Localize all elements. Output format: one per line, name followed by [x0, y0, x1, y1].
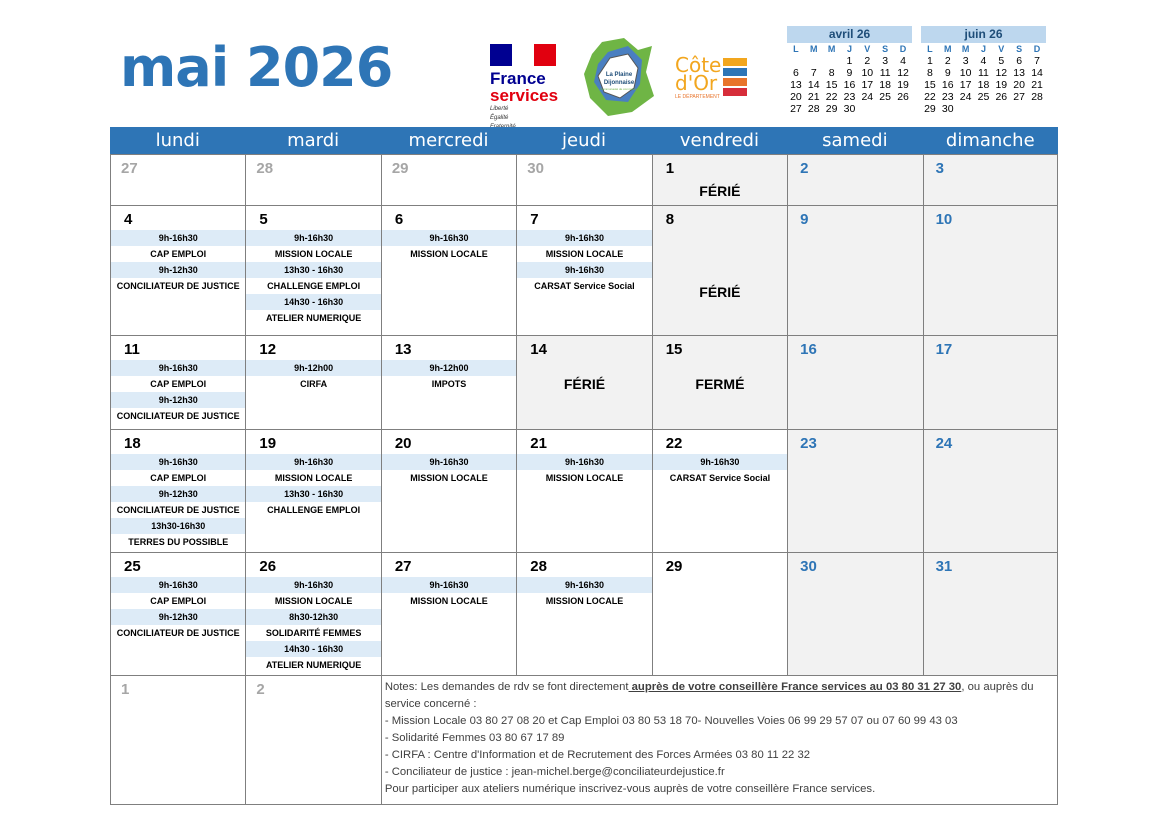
event-title: CONCILIATEUR DE JUSTICE — [116, 505, 240, 515]
closed-label: FÉRIÉ — [699, 183, 741, 199]
day-cell[interactable] — [381, 155, 516, 205]
day-number: 1 — [665, 160, 675, 177]
day-cell[interactable] — [787, 553, 922, 675]
closed-label: FERMÉ — [695, 376, 745, 392]
calendar-weeks — [110, 154, 1058, 675]
day-cell[interactable] — [110, 155, 245, 205]
mini-calendar-title: avril 26 — [787, 26, 912, 43]
notes-line: - Conciliateur de justice : jean-michel.berge@conciliateurdejustice.fr — [384, 766, 725, 778]
event-title: CAP EMPLOI — [150, 249, 207, 259]
event-title: CARSAT Service Social — [669, 473, 771, 483]
calendar-week — [110, 552, 1058, 675]
event-time: 9h-12h00 — [382, 360, 516, 376]
day-cell[interactable] — [516, 155, 651, 205]
day-number: 9 — [800, 211, 809, 228]
day-number: 30 — [527, 160, 544, 177]
day-number: 2 — [800, 160, 809, 177]
day-cell[interactable] — [110, 206, 245, 335]
day-cell[interactable] — [245, 553, 380, 675]
event-time: 9h-16h30 — [246, 230, 380, 246]
day-cell[interactable] — [516, 206, 651, 335]
logo-text: services — [490, 86, 559, 105]
day-number: 24 — [935, 435, 953, 452]
event-time: 9h-16h30 — [111, 577, 245, 593]
day-number: 11 — [124, 341, 140, 358]
day-cell[interactable] — [652, 553, 787, 675]
day-number: 17 — [935, 341, 953, 358]
event-time: 13h30 - 16h30 — [246, 262, 380, 278]
calendar-week — [110, 154, 1058, 205]
day-cell[interactable] — [381, 553, 516, 675]
event-title: MISSION LOCALE — [545, 596, 624, 606]
day-cell[interactable] — [110, 430, 245, 552]
svg-text:Dijonnaise: Dijonnaise — [603, 80, 635, 86]
day-cell[interactable] — [923, 336, 1058, 429]
weekday-label: mercredi — [408, 130, 489, 151]
event-time: 13h30-16h30 — [111, 518, 245, 534]
mini-calendar-grid: L M M J V S D 1 2 3 4 5 6 7 8 9 10 11 12 13 14 15 16 17 18 19 20 21 22 23 24 25 26 27 28 29 30 — [924, 44, 1043, 115]
day-number: 12 — [259, 341, 277, 358]
event-time: 8h30-12h30 — [246, 609, 380, 625]
event-title: TERRES DU POSSIBLE — [128, 537, 229, 547]
day-number: 16 — [800, 341, 817, 358]
day-number: 10 — [935, 211, 953, 228]
day-number: 19 — [259, 435, 277, 452]
day-number: 8 — [665, 211, 675, 228]
day-number: 18 — [124, 435, 141, 452]
logo-text: LE DÉPARTEMENT — [675, 94, 720, 100]
weekday-header — [110, 127, 1058, 154]
event-title: CARSAT Service Social — [534, 281, 635, 291]
event-time: 9h-16h30 — [111, 454, 245, 470]
day-cell[interactable] — [923, 553, 1058, 675]
logo-text: Côte d'Or — [675, 53, 722, 95]
day-number: 27 — [121, 160, 138, 177]
event-title: CONCILIATEUR DE JUSTICE — [116, 411, 240, 421]
notes-line: - CIRFA : Centre d'Information et de Recrutement des Forces Armées 03 80 11 22 32 — [384, 749, 811, 761]
event-time: 9h-12h30 — [111, 609, 245, 625]
notes — [381, 676, 1058, 804]
day-number: 26 — [259, 558, 277, 575]
day-cell[interactable] — [110, 336, 245, 429]
page-title: mai 2026 — [120, 36, 393, 99]
day-cell[interactable] — [381, 430, 516, 552]
day-cell[interactable] — [652, 336, 787, 429]
day-number: 27 — [394, 558, 412, 575]
day-cell[interactable] — [652, 430, 787, 552]
plaine-dijonnaise-logo — [582, 36, 658, 118]
day-number: 22 — [665, 435, 683, 452]
logo-text: Liberté — [490, 106, 509, 112]
event-time: 13h30 - 16h30 — [246, 486, 380, 502]
event-title: MISSION LOCALE — [274, 596, 353, 606]
notes-phone: auprès de votre conseillère France services au 03 80 31 27 30 — [628, 681, 962, 693]
day-number: 25 — [124, 558, 141, 575]
calendar-week — [110, 335, 1058, 429]
cote-dor-logo — [673, 53, 749, 104]
mini-calendar-juin — [921, 26, 1046, 115]
event-time: 9h-16h30 — [382, 230, 516, 246]
weekday-label: dimanche — [945, 130, 1035, 151]
event-time: 9h-16h30 — [517, 262, 651, 278]
event-title: CAP EMPLOI — [150, 596, 207, 606]
day-cell[interactable] — [787, 206, 922, 335]
day-number: 2 — [256, 681, 265, 698]
closed-label: FÉRIÉ — [563, 376, 606, 392]
event-title: CHALLENGE EMPLOI — [267, 505, 361, 515]
event-title: IMPOTS — [431, 379, 467, 389]
event-time: 9h-16h30 — [111, 360, 245, 376]
mini-calendar-avril — [787, 26, 912, 115]
day-number: 7 — [530, 211, 539, 228]
day-cell[interactable] — [923, 430, 1058, 552]
event-title: CAP EMPLOI — [150, 473, 207, 483]
event-title: MISSION LOCALE — [545, 473, 624, 483]
day-cell[interactable] — [381, 206, 516, 335]
event-time: 14h30 - 16h30 — [246, 294, 380, 310]
notes-intro: Notes: Les demandes de rdv se font directement — [384, 681, 629, 693]
event-time: 9h-16h30 — [382, 577, 516, 593]
day-number: 29 — [391, 160, 409, 177]
weekday-label: lundi — [155, 130, 200, 151]
notes-line: Pour participer aux ateliers numérique inscrivez-vous auprès de votre conseillère France services. — [384, 783, 876, 795]
event-title: CAP EMPLOI — [150, 379, 207, 389]
day-number: 14 — [530, 341, 547, 358]
calendar-last-row — [110, 675, 1058, 805]
day-cell[interactable] — [787, 430, 922, 552]
closed-label: FÉRIÉ — [699, 284, 741, 300]
event-title: MISSION LOCALE — [410, 473, 488, 483]
month-calendar — [110, 127, 1058, 799]
calendar-week — [110, 205, 1058, 335]
day-number: 30 — [800, 558, 817, 575]
notes-line: - Mission Locale 03 80 27 08 20 et Cap Emploi 03 80 53 18 70- Nouvelles Voies 06 99 29 57 07 ou 07 60 99 43 03 — [384, 715, 958, 727]
event-title: MISSION LOCALE — [545, 249, 624, 259]
day-cell[interactable] — [245, 430, 380, 552]
day-cell[interactable] — [787, 155, 922, 205]
cote-dor-stripes-icon — [723, 58, 749, 100]
day-cell[interactable] — [110, 553, 245, 675]
weekday-label: vendredi — [679, 130, 759, 151]
event-title: SOLIDARITÉ FEMMES — [265, 628, 362, 638]
day-cell[interactable] — [245, 155, 380, 205]
day-number: 1 — [121, 681, 130, 698]
day-number: 28 — [256, 160, 274, 177]
event-time: 9h-16h30 — [517, 577, 651, 593]
day-cell[interactable] — [381, 336, 516, 429]
event-title: CONCILIATEUR DE JUSTICE — [116, 281, 240, 291]
day-number: 15 — [665, 341, 683, 358]
event-time: 9h-16h30 — [246, 454, 380, 470]
event-title: MISSION LOCALE — [410, 249, 488, 259]
event-time: 9h-12h30 — [111, 262, 245, 278]
svg-text:Communauté de communes: Communauté de communes — [600, 87, 638, 91]
day-number: 6 — [394, 211, 404, 228]
event-time: 9h-12h30 — [111, 486, 245, 502]
event-title: ATELIER NUMERIQUE — [265, 313, 362, 323]
day-number: 21 — [530, 435, 547, 452]
weekday-label: jeudi — [562, 130, 606, 151]
day-cell[interactable] — [652, 155, 787, 205]
day-cell[interactable] — [516, 430, 651, 552]
event-time: 9h-16h30 — [382, 454, 516, 470]
day-number: 31 — [935, 558, 953, 575]
event-time: 9h-12h30 — [111, 392, 245, 408]
day-cell[interactable] — [652, 206, 787, 335]
event-time: 9h-16h30 — [517, 230, 651, 246]
plaine-dijonnaise-icon — [582, 36, 658, 118]
day-cell[interactable] — [923, 206, 1058, 335]
event-title: ATELIER NUMERIQUE — [265, 660, 362, 670]
day-cell[interactable] — [787, 336, 922, 429]
logo-text: France — [490, 69, 546, 88]
event-time: 9h-12h00 — [246, 360, 380, 376]
event-time: 9h-16h30 — [111, 230, 245, 246]
day-cell[interactable] — [516, 553, 651, 675]
day-number: 28 — [530, 558, 547, 575]
day-number: 23 — [800, 435, 817, 452]
svg-text:La Plaine: La Plaine — [605, 72, 633, 78]
day-cell[interactable] — [245, 676, 380, 804]
weekday-label: mardi — [287, 130, 340, 151]
event-title: MISSION LOCALE — [274, 249, 353, 259]
day-number: 13 — [394, 341, 412, 358]
day-number: 3 — [935, 160, 944, 177]
mini-calendar-title: juin 26 — [921, 26, 1046, 43]
event-time: 14h30 - 16h30 — [246, 641, 380, 657]
event-title: CONCILIATEUR DE JUSTICE — [116, 628, 240, 638]
day-cell[interactable] — [110, 676, 245, 804]
day-cell[interactable] — [245, 206, 380, 335]
day-number: 20 — [394, 435, 412, 452]
event-title: CHALLENGE EMPLOI — [267, 281, 361, 291]
event-time: 9h-16h30 — [653, 454, 787, 470]
day-number: 29 — [665, 558, 683, 575]
event-time: 9h-16h30 — [246, 577, 380, 593]
day-number: 5 — [259, 211, 268, 228]
event-title: CIRFA — [300, 379, 328, 389]
day-cell[interactable] — [516, 336, 651, 429]
mini-calendar-grid: L M M J V S D 1 2 3 4 6 7 8 9 10 11 12 13 14 15 16 17 18 19 20 21 22 23 24 25 26 27 28 29 30 — [790, 44, 909, 115]
calendar-week — [110, 429, 1058, 552]
event-title: MISSION LOCALE — [410, 596, 488, 606]
france-services-logo — [490, 44, 562, 120]
event-title: MISSION LOCALE — [274, 473, 353, 483]
notes-intro-end: , ou auprès du service concerné : — [384, 681, 1034, 710]
day-number: 4 — [124, 211, 133, 228]
marianne-flag-icon — [490, 44, 556, 66]
notes-line: - Solidarité Femmes 03 80 67 17 89 — [384, 732, 565, 744]
event-time: 9h-16h30 — [517, 454, 651, 470]
weekday-label: samedi — [822, 130, 888, 151]
day-cell[interactable] — [923, 155, 1058, 205]
day-cell[interactable] — [245, 336, 380, 429]
logo-text: Égalité — [490, 115, 509, 121]
